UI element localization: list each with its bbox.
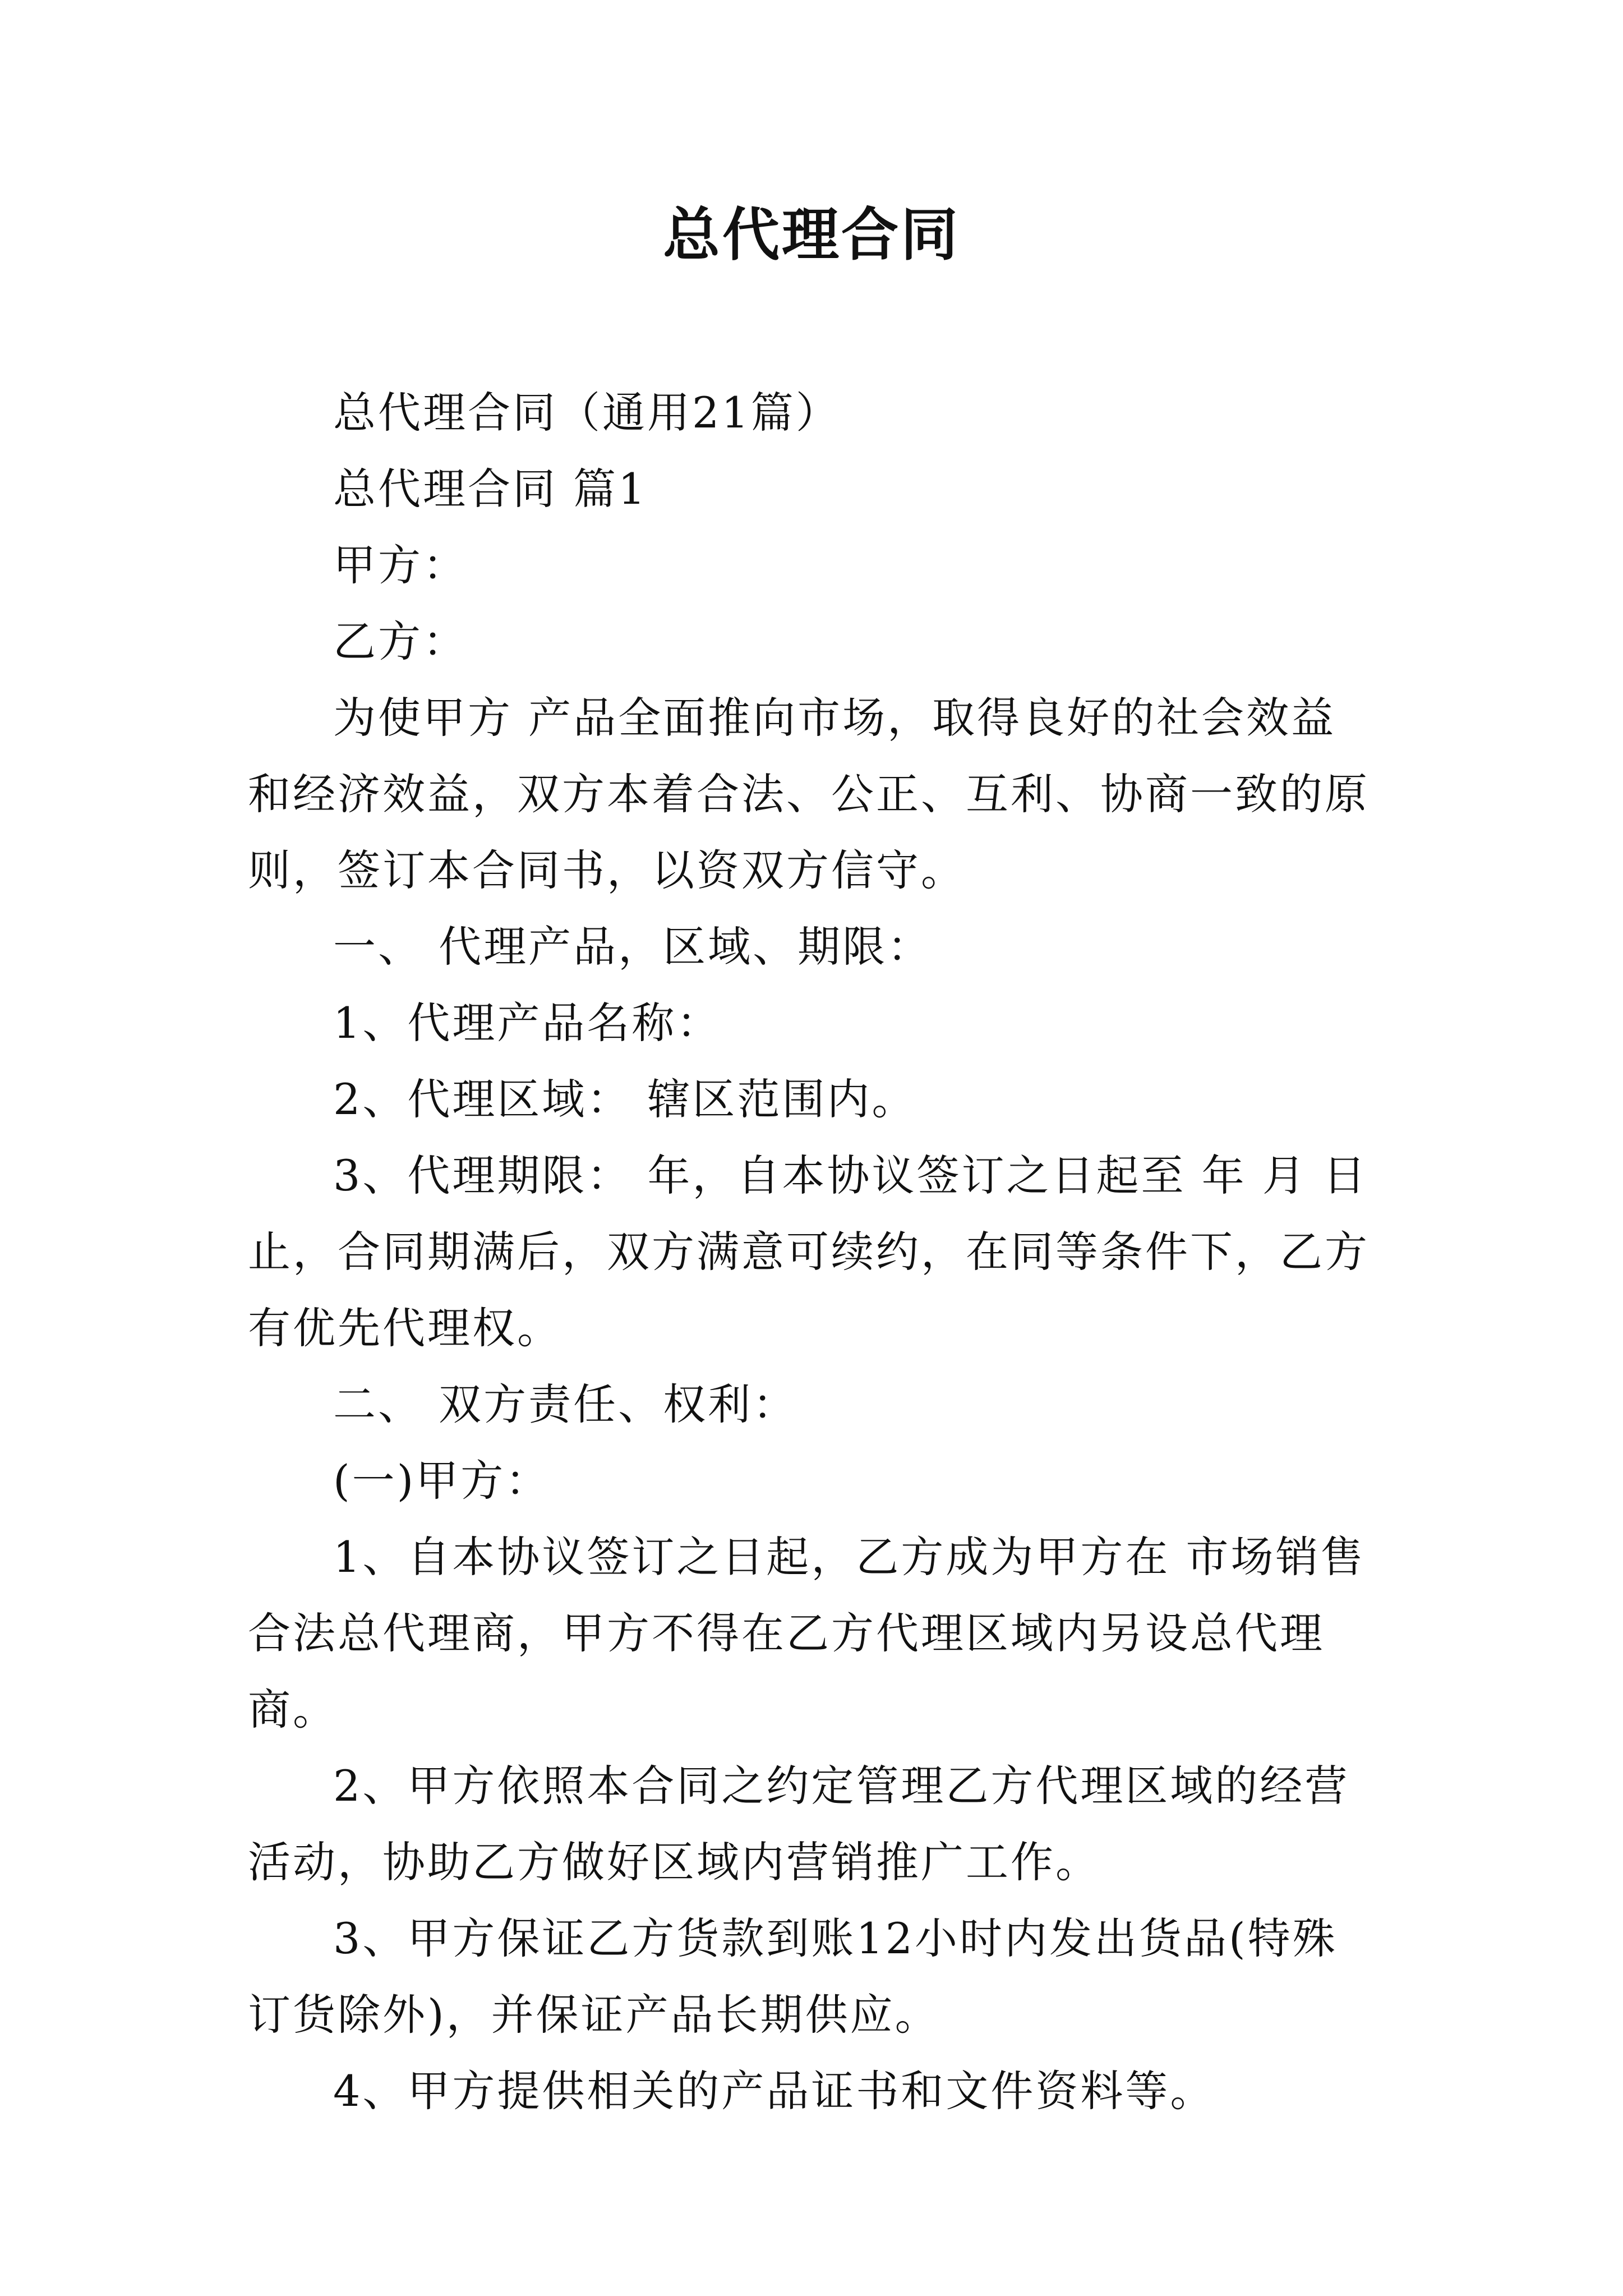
paragraph-preamble: 为使甲方 产品全面推向市场，取得良好的社会效益和经济效益，双方本着合法、公正、互利、协商一致的原则，签订本合同书，以资双方信守。 [248, 693, 1370, 895]
paragraph-section-heading: 总代理合同 篇1 [333, 464, 648, 514]
paragraph-clause-1-heading: 一、 代理产品，区域、期限： [333, 922, 933, 972]
paragraph-party-b: 乙方： [333, 616, 468, 666]
document-title: 总代理合同 [663, 202, 960, 269]
paragraph-clause-2-heading: 二、 双方责任、权利： [333, 1379, 798, 1429]
document-body [248, 375, 1375, 2129]
paragraph-agency-term: 3、代理期限： 年，自本协议签订之日起至 年 月 日止，合同期满后，双方满意可续约，在同等条件下，乙方有优先代理权。 [248, 1151, 1370, 1353]
paragraph-product-name: 1、代理产品名称： [333, 998, 722, 1048]
paragraph-party-a-item-2: 2、甲方依照本合同之约定管理乙方代理区域的经营活动，协助乙方做好区域内营销推广工作。 [248, 1761, 1350, 1887]
paragraph-party-a-item-3: 3、甲方保证乙方货款到账12小时内发出货品(特殊订货除外)，并保证产品长期供应。 [248, 1913, 1338, 2040]
paragraph-party-a: 甲方： [333, 540, 468, 590]
paragraph-party-a-heading: (一)甲方： [333, 1456, 551, 1506]
paragraph-subtitle: 总代理合同（通用21篇） [333, 388, 841, 438]
paragraph-party-a-item-1: 1、自本协议签订之日起，乙方成为甲方在 市场销售合法总代理商，甲方不得在乙方代理区域内另设总代理商。 [248, 1532, 1366, 1734]
paragraph-party-a-item-4: 4、甲方提供相关的产品证书和文件资料等。 [333, 2066, 1215, 2116]
paragraph-agency-region: 2、代理区域： 辖区范围内。 [333, 1074, 917, 1124]
